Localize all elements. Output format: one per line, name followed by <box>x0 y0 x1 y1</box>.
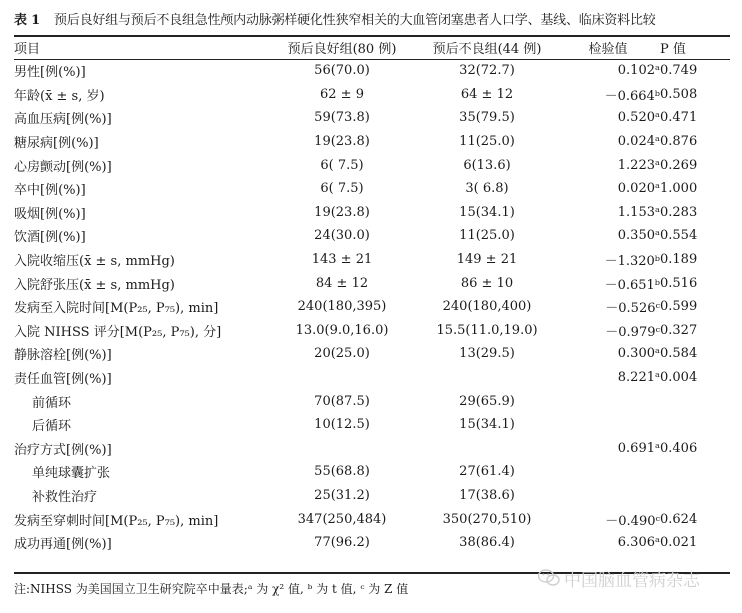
cell-poor-outcome: 17(38.6) <box>459 487 515 503</box>
cell-item: 发病至入院时间[M(P₂₅, P₇₅), min] <box>14 301 219 317</box>
cell-good-outcome: 77(96.2) <box>314 535 370 551</box>
cell-poor-outcome: 11(25.0) <box>459 134 515 150</box>
cell-item: 糖尿病[例(%)] <box>14 136 99 152</box>
cell-good-outcome: 6( 7.5) <box>320 181 364 197</box>
cell-item: 成功再通[例(%)] <box>14 537 112 553</box>
cell-good-outcome: 62 ± 9 <box>320 86 364 102</box>
cell-item: 入院 NIHSS 评分[M(P₂₅, P₇₅), 分] <box>14 324 222 340</box>
cell-item: 单纯球囊扩张 <box>32 466 111 482</box>
cell-p-value: 0.021 <box>660 535 698 551</box>
cell-item: 责任血管[例(%)] <box>14 372 112 388</box>
cell-p-value <box>660 413 730 437</box>
cell-test-value: －1.320ᵇ <box>604 254 660 270</box>
table-row <box>14 83 730 107</box>
cell-item: 饮酒[例(%)] <box>14 230 86 246</box>
cell-test-value: －0.651ᵇ <box>604 277 660 293</box>
cell-test-value: 0.102ᵃ <box>617 63 660 79</box>
cell-poor-outcome: 27(61.4) <box>459 464 515 480</box>
table-caption <box>14 9 734 28</box>
cell-good-outcome: 10(12.5) <box>314 417 370 433</box>
cell-poor-outcome: 32(72.7) <box>459 63 515 79</box>
cell-poor-outcome: 29(65.9) <box>459 393 515 409</box>
table-row <box>14 201 730 225</box>
table-row <box>14 389 730 413</box>
cell-p-value: 0.516 <box>660 275 698 291</box>
cell-test-value: 0.691ᵃ <box>617 440 660 456</box>
cell-item: 卒中[例(%)] <box>14 183 86 199</box>
cell-test-value <box>556 389 660 413</box>
cell-p-value: 0.471 <box>660 110 698 126</box>
cell-p-value <box>660 484 730 508</box>
cell-good-outcome: 6( 7.5) <box>320 157 364 173</box>
table-number: 表 1 <box>14 13 40 28</box>
table-row <box>14 295 730 319</box>
cell-test-value: 0.350ᵃ <box>617 228 660 244</box>
cell-poor-outcome: 15.5(11.0,19.0) <box>436 322 538 338</box>
cell-good-outcome: 59(73.8) <box>314 110 370 126</box>
cell-good-outcome: 20(25.0) <box>314 346 370 362</box>
watermark <box>538 566 700 590</box>
header-p-value: P 值 <box>660 42 686 57</box>
cell-p-value <box>660 460 730 484</box>
cell-test-value: －0.664ᵇ <box>604 88 660 104</box>
cell-test-value: 0.520ᵃ <box>617 110 660 126</box>
header-item: 项目 <box>14 42 41 57</box>
table-row <box>14 59 730 83</box>
cell-item: 补救性治疗 <box>32 489 98 505</box>
cell-item: 后循环 <box>32 419 72 435</box>
cell-poor-outcome: 15(34.1) <box>459 417 515 433</box>
cell-p-value: 0.283 <box>660 204 698 220</box>
cell-p-value: 0.508 <box>660 86 698 102</box>
table-row <box>14 366 730 390</box>
cell-p-value <box>660 389 730 413</box>
header-poor-outcome: 预后不良组(44 例) <box>432 42 542 57</box>
watermark-text: 中国脑血管病杂志 <box>564 570 700 591</box>
table-row <box>14 271 730 295</box>
cell-item: 治疗方式[例(%)] <box>14 442 112 458</box>
header-good-outcome: 预后良好组(80 例) <box>287 42 397 57</box>
cell-p-value: 0.269 <box>660 157 698 173</box>
cell-item: 静脉溶栓[例(%)] <box>14 348 112 364</box>
cell-poor-outcome: 240(180,400) <box>442 299 532 315</box>
cell-item: 男性[例(%)] <box>14 65 86 81</box>
cell-good-outcome: 240(180,395) <box>297 299 387 315</box>
cell-poor-outcome <box>418 366 556 390</box>
cell-test-value: 1.153ᵃ <box>617 204 660 220</box>
cell-poor-outcome: 6(13.6) <box>463 157 511 173</box>
cell-test-value: 0.024ᵃ <box>617 134 660 150</box>
table-row <box>14 484 730 508</box>
cell-good-outcome: 19(23.8) <box>314 204 370 220</box>
cell-good-outcome: 55(68.8) <box>314 464 370 480</box>
table-row <box>14 460 730 484</box>
cell-p-value: 0.624 <box>660 511 698 527</box>
table-row <box>14 531 730 555</box>
cell-good-outcome: 347(250,484) <box>297 511 387 527</box>
table-row <box>14 106 730 130</box>
cell-poor-outcome: 149 ± 21 <box>456 252 518 268</box>
cell-good-outcome: 56(70.0) <box>314 63 370 79</box>
cell-test-value: －0.490ᶜ <box>605 513 660 529</box>
cell-test-value: 6.306ᵃ <box>617 535 660 551</box>
cell-item: 高血压病[例(%)] <box>14 112 112 128</box>
table-row <box>14 437 730 461</box>
table-row <box>14 413 730 437</box>
cell-good-outcome <box>266 437 418 461</box>
cell-poor-outcome: 11(25.0) <box>459 228 515 244</box>
cell-item: 吸烟[例(%)] <box>14 206 86 222</box>
cell-p-value: 0.749 <box>660 63 698 79</box>
cell-good-outcome: 19(23.8) <box>314 134 370 150</box>
cell-good-outcome: 143 ± 21 <box>311 252 373 268</box>
cell-item: 心房颤动[例(%)] <box>14 159 112 175</box>
cell-p-value: 0.189 <box>660 252 698 268</box>
cell-poor-outcome <box>418 437 556 461</box>
cell-test-value: －0.979ᶜ <box>605 324 660 340</box>
table-row <box>14 248 730 272</box>
cell-item: 年龄(x̄ ± s, 岁) <box>14 88 105 104</box>
cell-good-outcome <box>266 366 418 390</box>
table-row <box>14 342 730 366</box>
wechat-icon <box>538 569 560 587</box>
cell-test-value: 8.221ᵃ <box>617 370 660 386</box>
cell-good-outcome: 25(31.2) <box>314 487 370 503</box>
cell-good-outcome: 84 ± 12 <box>315 275 369 291</box>
cell-poor-outcome: 3( 6.8) <box>465 181 509 197</box>
table-row <box>14 319 730 343</box>
cell-p-value: 1.000 <box>660 181 698 197</box>
data-table <box>14 36 730 554</box>
table-row <box>14 153 730 177</box>
cell-p-value: 0.876 <box>660 134 698 150</box>
cell-poor-outcome: 13(29.5) <box>459 346 515 362</box>
cell-item: 入院舒张压(x̄ ± s, mmHg) <box>14 277 175 293</box>
cell-poor-outcome: 350(270,510) <box>442 511 532 527</box>
header-test-value: 检验值 <box>588 42 628 57</box>
cell-poor-outcome: 64 ± 12 <box>460 86 514 102</box>
cell-p-value: 0.584 <box>660 346 698 362</box>
table-row <box>14 177 730 201</box>
header-row <box>14 36 730 59</box>
cell-test-value: 0.300ᵃ <box>617 346 660 362</box>
cell-test-value: 0.020ᵃ <box>617 181 660 197</box>
cell-p-value: 0.004 <box>660 370 698 386</box>
cell-test-value: 1.223ᵃ <box>617 157 660 173</box>
cell-poor-outcome: 15(34.1) <box>459 204 515 220</box>
cell-p-value: 0.554 <box>660 228 698 244</box>
cell-test-value <box>556 413 660 437</box>
cell-poor-outcome: 86 ± 10 <box>460 275 514 291</box>
table-title: 预后良好组与预后不良组急性颅内动脉粥样硬化性狭窄相关的大血管闭塞患者人口学、基线、临床资料比较 <box>53 13 656 28</box>
cell-good-outcome: 13.0(9.0,16.0) <box>295 322 389 338</box>
table-row <box>14 130 730 154</box>
cell-p-value: 0.327 <box>660 322 698 338</box>
cell-good-outcome: 24(30.0) <box>314 228 370 244</box>
cell-p-value: 0.406 <box>660 440 698 456</box>
cell-test-value: －0.526ᶜ <box>605 301 660 317</box>
table-footnote: 注:NIHSS 为美国国立卫生研究院卒中量表;ᵃ 为 χ² 值, ᵇ 为 t 值, ᶜ 为 Z 值 <box>14 582 409 596</box>
cell-test-value <box>556 484 660 508</box>
cell-item: 发病至穿刺时间[M(P₂₅, P₇₅), min] <box>14 513 219 529</box>
table-row <box>14 507 730 531</box>
table-body <box>14 59 730 554</box>
cell-poor-outcome: 38(86.4) <box>459 535 515 551</box>
cell-poor-outcome: 35(79.5) <box>459 110 515 126</box>
table-row <box>14 224 730 248</box>
cell-p-value: 0.599 <box>660 299 698 315</box>
cell-test-value <box>556 460 660 484</box>
cell-item: 入院收缩压(x̄ ± s, mmHg) <box>14 254 175 270</box>
cell-item: 前循环 <box>32 395 72 411</box>
cell-good-outcome: 70(87.5) <box>314 393 370 409</box>
